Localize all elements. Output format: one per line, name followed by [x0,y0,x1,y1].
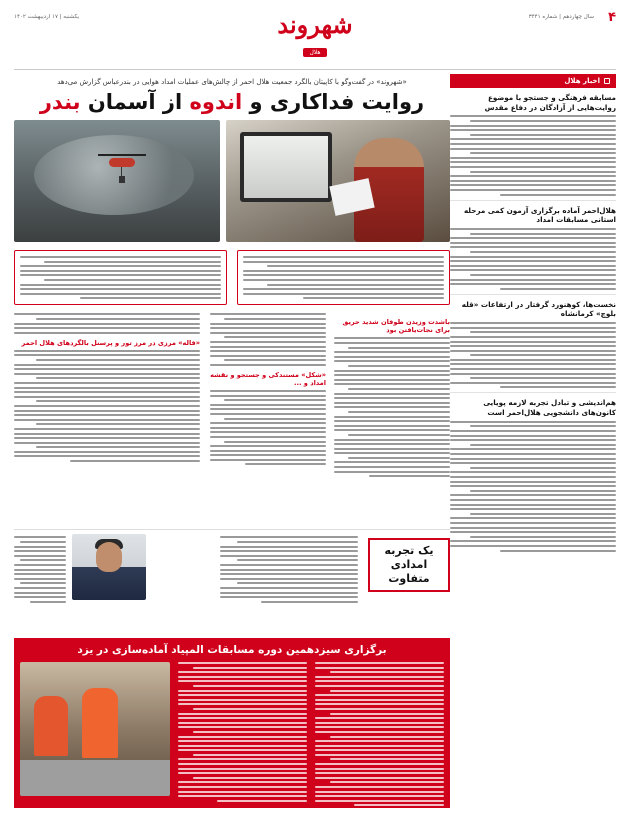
feature-box [14,529,450,603]
headline-part: از آسمان [80,90,190,114]
logo-sub: هلال [303,48,326,57]
news-title: مسابقه فرهنگی و جستجو با موضوع روایت‌هایی از آزادگان در دفاع مقدس [484,93,616,112]
intro-box [237,250,450,305]
section-label: اخبار هلال [564,77,600,85]
body-text [14,350,200,462]
rescue-drill-photo [20,662,170,796]
body-text [334,337,450,477]
masthead [14,6,616,70]
news-item[interactable] [450,393,616,555]
news-title: هلال‌احمر آماده برگزاری آزمون کمی مرحله استانی مسابقات امداد [463,205,616,225]
story-columns [210,313,450,477]
intro-box [14,250,227,305]
news-item[interactable] [450,201,616,295]
band-title: برگزاری سیزدهمین دوره مسابقات المپیاد آماده‌سازی در یزد [77,644,387,656]
story-intro [14,250,450,305]
feature-side-text [14,536,66,602]
headline-highlight: بندر [39,90,81,114]
news-column [450,74,616,814]
page-number: ۴ [608,10,616,25]
story-body [14,313,450,523]
headline-highlight: اندوه [189,90,243,114]
story-kicker: «شهروند» در گفت‌وگو با کاپیتان بالگرد جمعیت هلال احمر از چالش‌های عملیات امداد هوایی در بندرعباس گزارش می‌دهد [57,78,407,86]
bottom-feature-band [14,638,450,808]
body-text [450,228,616,290]
newspaper-logo [277,10,353,56]
sub-head: باشدت وزیدن طوفان شدید حریق برای نجات‌یافتن بود [342,318,450,335]
band-text [315,662,444,798]
story-photos [14,120,450,242]
body-text [450,322,616,388]
body-text [450,115,616,195]
story-headline [14,91,450,114]
headline-part: روایت فداکاری و [242,90,425,114]
news-title: هم‌اندیشی و تبادل تجربه لازمه پویایی کانون‌های دانشجویی هلال‌احمر است [483,398,616,418]
body-text [14,313,200,333]
helicopter-photo [14,120,220,242]
issue-line: سال چهاردهم | شماره ۳۴۴۱ [528,14,594,20]
main-story-area [14,74,450,814]
portrait-photo [72,534,146,600]
feature-title: یک تجربه امدادی متفاوت [368,538,450,591]
sub-head: «قاله» مرزی در مرز تور و پرسنل بالگردهای هلال احمر [21,338,200,347]
feature-text [220,536,358,602]
body-text [210,390,326,466]
body-text [210,313,326,366]
pilot-photo [226,120,450,242]
news-item[interactable] [450,88,616,201]
sub-head: «شکل» مستندکی و جستجو و نقشه امداد و ... [210,370,326,387]
body-text [450,421,616,552]
side-column [14,313,200,462]
section-header [450,74,616,88]
section-icon [604,78,610,84]
news-item[interactable] [450,295,616,394]
band-text [178,662,307,798]
news-title: نخست‌ها، کوهنورد گرفتار در ارتفاعات «قله بلوچ» کرمانشاه [461,299,616,319]
date-line: یکشنبه | ۱۷ اردیبهشت ۱۴۰۲ [14,14,80,20]
logo-word: شهروند [277,10,353,39]
